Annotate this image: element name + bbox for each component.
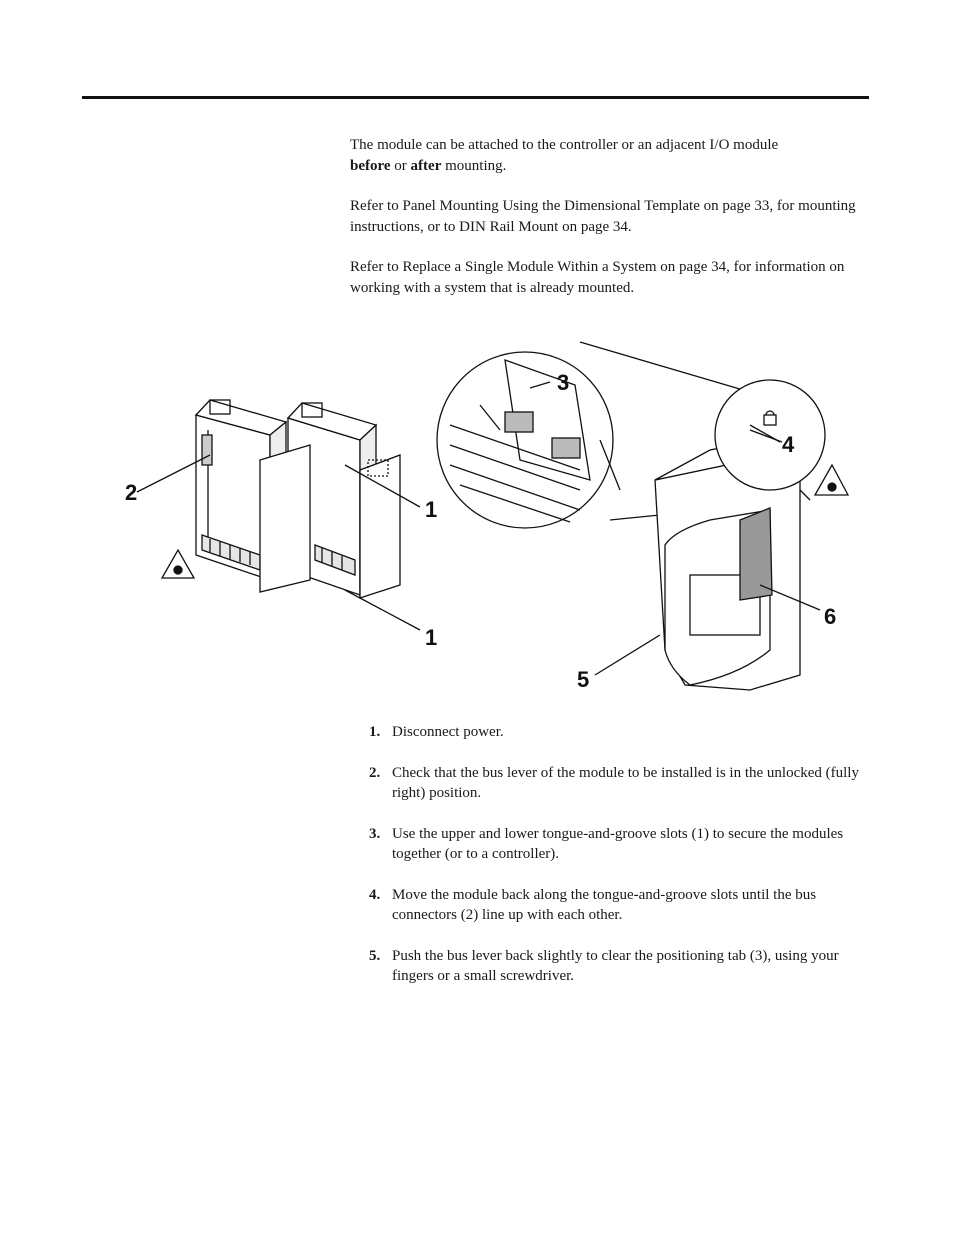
step-number: 5. xyxy=(369,947,381,964)
step-item xyxy=(350,722,870,743)
intro-paragraph-3: Refer to Replace a Single Module Within a System on page 34, for information on working with a system that is already mounted. xyxy=(350,259,845,296)
intro-p1-before: before xyxy=(350,157,391,174)
callout-1-lower: 1 xyxy=(425,625,438,650)
step-number: 4. xyxy=(369,886,381,903)
step-item xyxy=(350,885,870,926)
step-text: Move the module back along the tongue-and-groove slots until the bus connectors (2) line up with each other. xyxy=(392,886,817,923)
callout-3: 3 xyxy=(557,370,570,395)
callout-6: 6 xyxy=(824,604,837,629)
step-item xyxy=(350,946,870,987)
intro-p1-after: after xyxy=(410,157,442,174)
left-module-pair-illustration xyxy=(162,400,400,598)
intro-p1-or: or xyxy=(390,157,411,174)
callout-5: 5 xyxy=(577,667,590,692)
step-text: Disconnect power. xyxy=(392,724,504,740)
callout-4: 4 xyxy=(782,432,795,457)
intro-paragraph-2: Refer to Panel Mounting Using the Dimensional Template on page 33, for mounting instructions, or to DIN Rail Mount on page 34. xyxy=(350,198,856,235)
step-text: Push the bus lever back slightly to clear the positioning tab (3), using your fingers or a small screwdriver. xyxy=(392,947,839,984)
procedure-steps xyxy=(350,722,870,1007)
step-item xyxy=(350,763,870,804)
callout-2: 2 xyxy=(125,480,138,505)
callout-1-upper: 1 xyxy=(425,497,438,522)
module-assembly-figure xyxy=(110,330,870,700)
header-rule xyxy=(82,96,869,99)
intro-p1-text: The module can be attached to the controller or an adjacent I/O module xyxy=(350,137,779,153)
step-text: Use the upper and lower tongue-and-groove slots (1) to secure the modules together (or to a controller). xyxy=(392,825,844,862)
step-number: 3. xyxy=(369,825,381,842)
step-number: 1. xyxy=(369,724,381,740)
step-text: Check that the bus lever of the module to be installed is in the unlocked (fully right) position. xyxy=(392,764,859,801)
intro-p1-end: mounting. xyxy=(441,157,507,174)
step-number: 2. xyxy=(369,764,381,781)
step-item xyxy=(350,824,870,865)
intro-paragraph-1 xyxy=(350,135,870,176)
